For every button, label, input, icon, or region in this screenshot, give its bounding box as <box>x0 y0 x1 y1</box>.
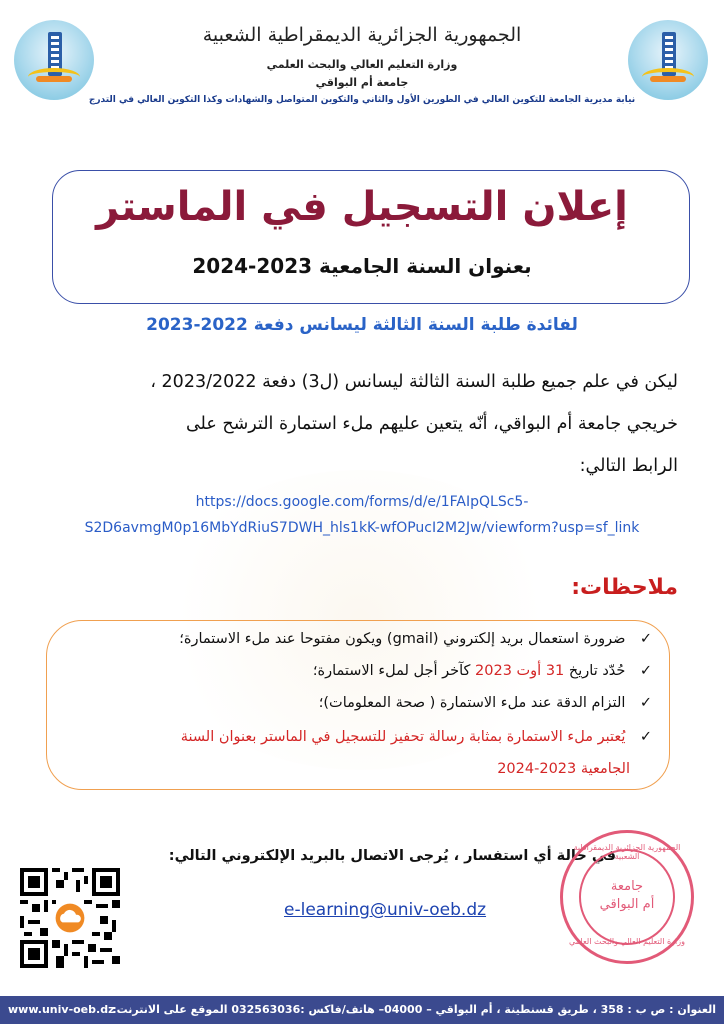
target-audience: لفائدة طلبة السنة الثالثة ليسانس دفعة 2022-2023 <box>146 315 578 335</box>
stamp-middle-1: جامعة <box>610 879 644 894</box>
republic-title: الجمهورية الجزائرية الديمقراطية الشعبية <box>202 24 522 46</box>
note-text-3: التزام الدقة عند ملء الاستمارة ( صحة المعلومات)؛ <box>318 695 626 711</box>
check-icon: ✓ <box>639 631 652 647</box>
university-title: جامعة أم البواقي <box>315 76 409 89</box>
deadline-suffix: كآخر أجل لملء الاستمارة؛ <box>312 663 471 679</box>
directorate-title: نيابة مديرية الجامعة للتكوين العالي في الطورين الأول والثاني والتكوين المتواصل والشهادات وكذا التكوين العالي في التدرج <box>88 95 636 105</box>
stamp-middle-2: أم البواقي <box>599 897 655 912</box>
contact-email-link[interactable]: e-learning@univ-oeb.dz <box>284 900 487 920</box>
check-icon: ✓ <box>639 695 652 711</box>
form-link-line-1[interactable]: https://docs.google.com/forms/d/e/1FAIpQLSc5- <box>195 494 529 510</box>
qr-code <box>20 868 120 968</box>
footer-bar <box>0 996 724 1024</box>
note-item-2 <box>52 656 652 686</box>
note-item-1 <box>52 624 652 654</box>
university-logo-right <box>628 20 708 100</box>
announcement-title: إعلان التسجيل في الماستر <box>96 184 628 230</box>
stamp-top-text: الجمهورية الجزائرية الديمقراطية الشعبية <box>573 843 681 861</box>
ministry-title: وزارة التعليم العالي والبحث العلمي <box>266 58 458 71</box>
note-item-4 <box>52 722 652 752</box>
university-stamp <box>560 830 694 964</box>
deadline-date: 31 أوت 2023 <box>475 663 565 679</box>
footer-address: العنوان : ص ب : 358 ، طريق قسنطينة ، أم البواقي – 04000– هاتف/فاكس :032563036 الموقع على الانترنت: <box>112 1003 716 1016</box>
body-line-1: ليكن في علم جميع طلبة السنة الثالثة ليسانس (ل3) دفعة 2023/2022 ، <box>150 372 678 392</box>
academic-year: بعنوان السنة الجامعية 2023-2024 <box>192 254 532 278</box>
check-icon: ✓ <box>639 729 652 745</box>
inquiry-text: في حالة أي استفسار ، يُرجى الاتصال بالبريد الإلكتروني التالي: <box>168 848 616 864</box>
note-text-2: حُدّد تاريخ <box>568 663 626 679</box>
footer-website-link[interactable]: www.univ-oeb.dz <box>8 1003 115 1016</box>
note-item-3 <box>52 688 652 718</box>
note-text-1: ضرورة استعمال بريد إلكتروني (gmail) ويكون مفتوحا عند ملء الاستمارة؛ <box>179 631 626 647</box>
note-item-4-continued: الجامعية 2023-2024 <box>497 761 630 777</box>
notes-heading: ملاحظات: <box>571 575 678 600</box>
stamp-bottom-text: وزارة التعليم العالي والبحث العلمي <box>569 937 685 946</box>
check-icon: ✓ <box>639 663 652 679</box>
note-text-4: يُعتبر ملء الاستمارة بمثابة رسالة تحفيز للتسجيل في الماستر بعنوان السنة <box>180 729 626 745</box>
body-line-2: خريجي جامعة أم البواقي، أنّه يتعين عليهم ملء استمارة الترشح على <box>185 414 678 434</box>
body-line-3: الرابط التالي: <box>579 456 678 476</box>
form-link-line-2[interactable]: S2D6avmgM0p16MbYdRiuS7DWH_hls1kK-wfOPucI2M2Jw/viewform?usp=sf_link <box>84 520 640 536</box>
university-logo-left <box>14 20 94 100</box>
